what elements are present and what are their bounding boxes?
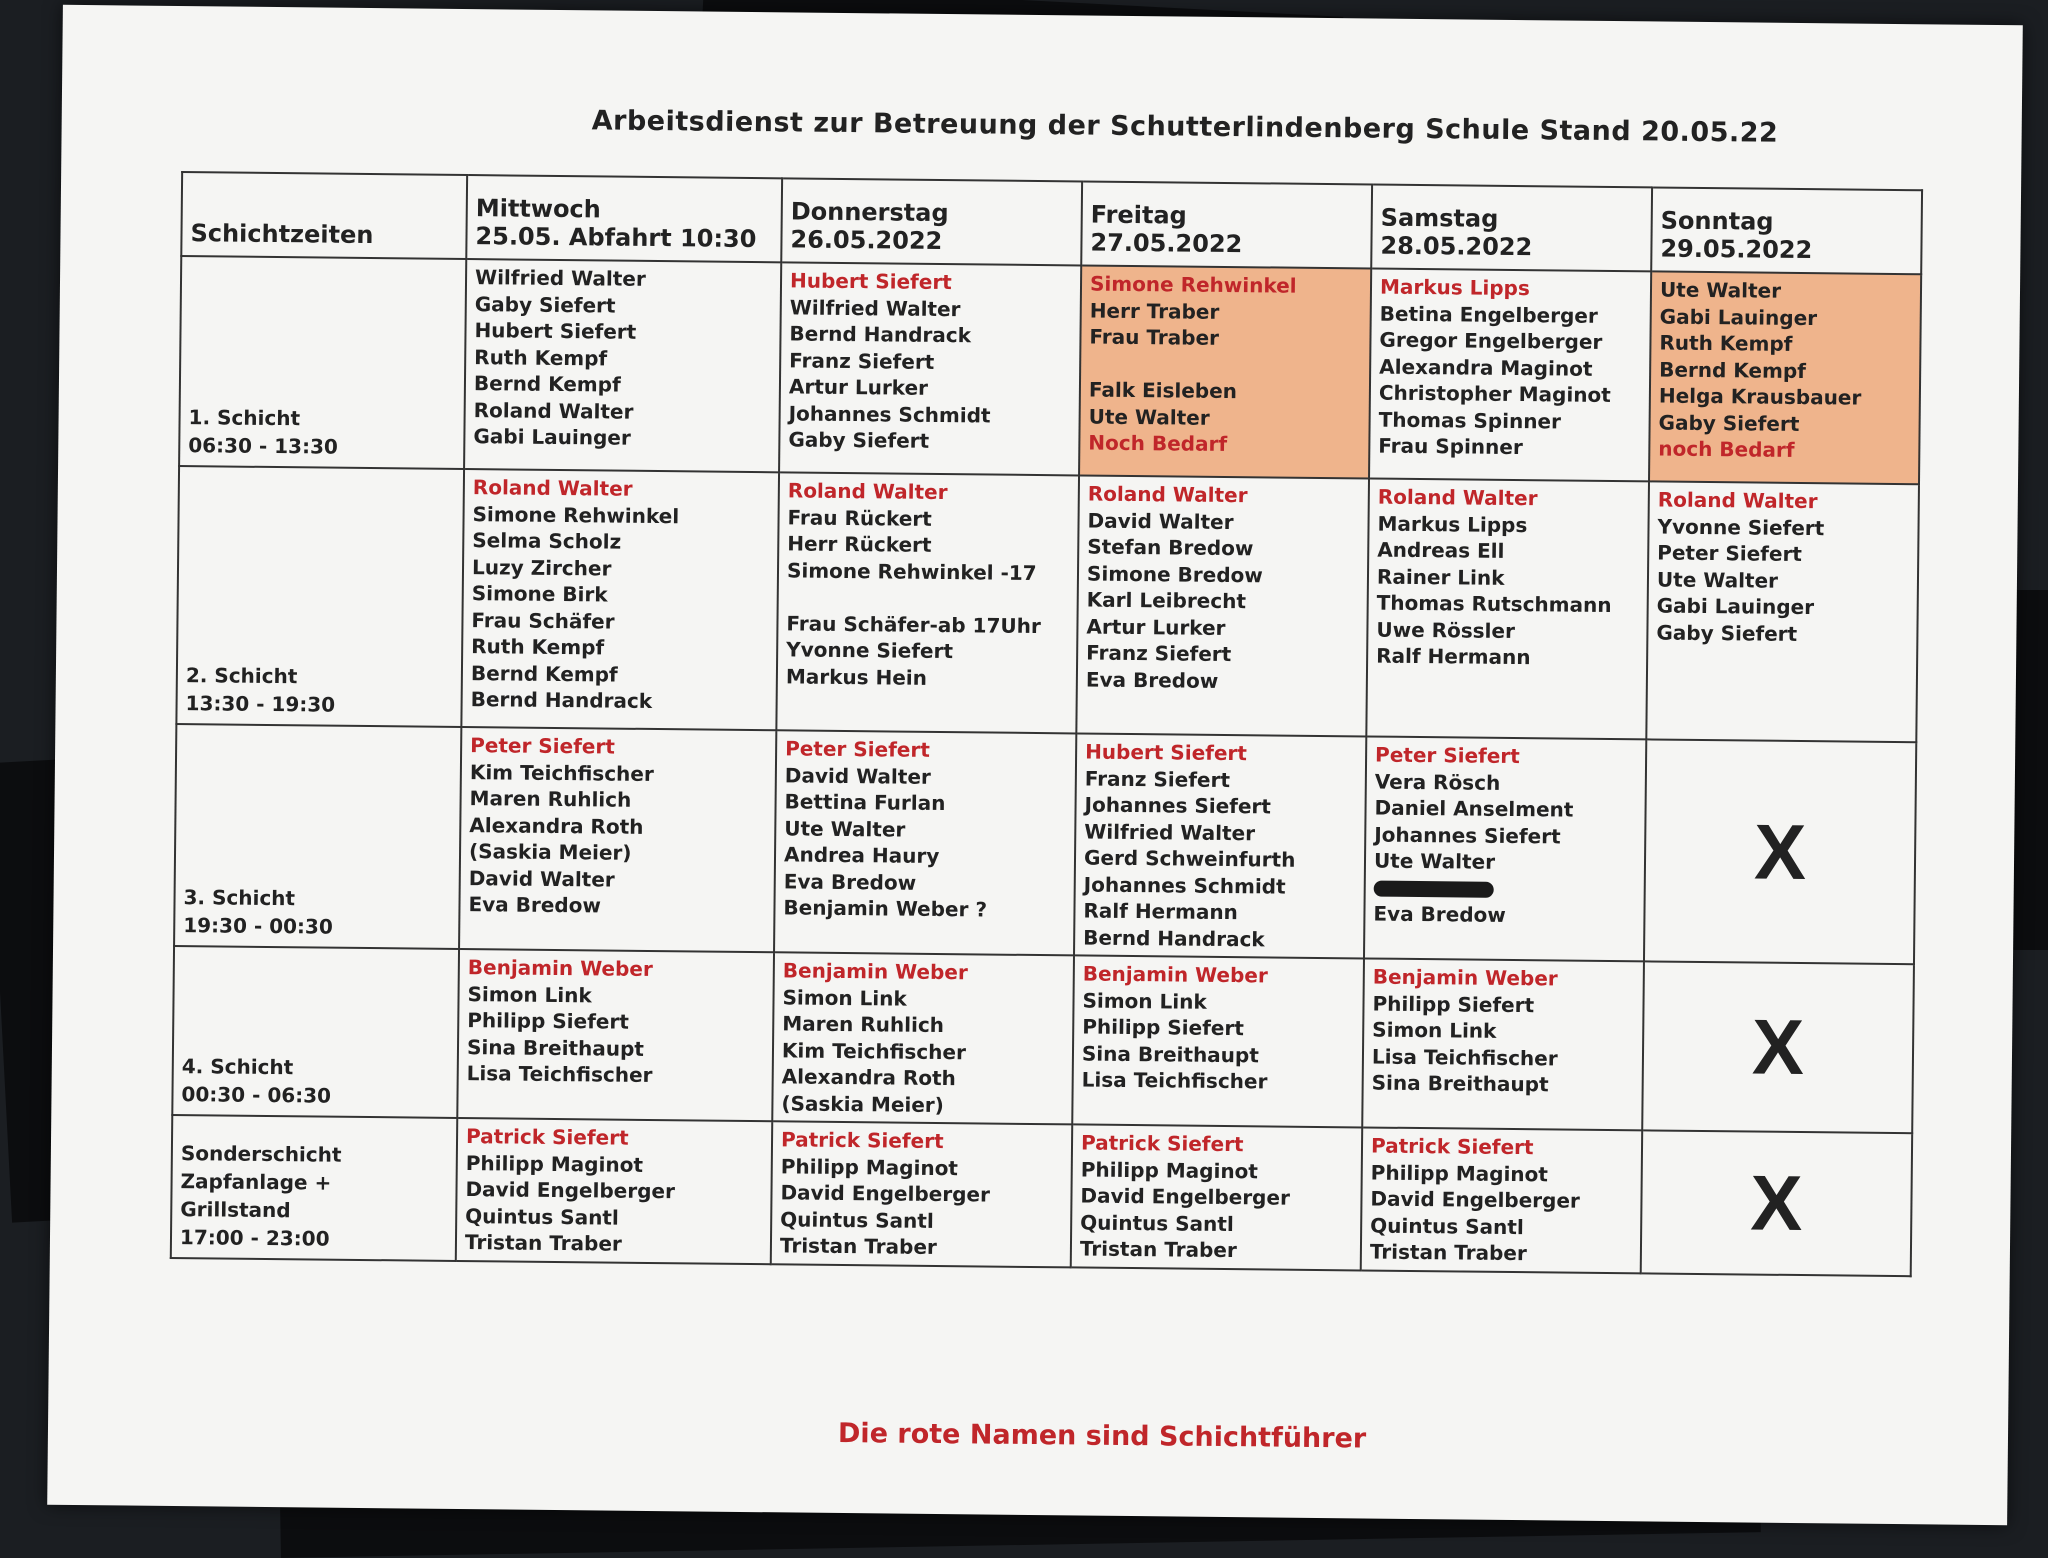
volunteer-name: (Saskia Meier) bbox=[468, 839, 632, 865]
volunteer-name: Franz Siefert bbox=[789, 347, 935, 374]
volunteer-name: Luzy Zircher bbox=[471, 554, 612, 581]
volunteer-name: Rainer Link bbox=[1376, 564, 1505, 590]
name-list bbox=[1372, 964, 1635, 1099]
volunteer-name: Frau Schäfer-ab 17Uhr bbox=[786, 610, 1041, 638]
volunteer-name: Roland Walter bbox=[473, 397, 634, 424]
shift-leader-name: Noch Bedarf bbox=[1088, 430, 1228, 456]
shift-leader-name: Patrick Siefert bbox=[465, 1124, 629, 1150]
volunteer-name: Ruth Kempf bbox=[1659, 330, 1793, 356]
volunteer-name: Franz Siefert bbox=[1086, 640, 1232, 667]
shift-leader-name: Roland Walter bbox=[1377, 484, 1538, 511]
volunteer-name: Herr Rückert bbox=[787, 531, 932, 557]
volunteer-name: Eva Bredow bbox=[783, 868, 917, 895]
volunteer-name: Johannes Schmidt bbox=[788, 400, 991, 428]
shift-cell bbox=[457, 949, 774, 1121]
volunteer-name: Philipp Siefert bbox=[1082, 1014, 1244, 1041]
volunteer-name: Markus Hein bbox=[785, 663, 928, 690]
volunteer-name: Quintus Santl bbox=[1370, 1213, 1524, 1239]
shift-table bbox=[170, 171, 1923, 1277]
volunteer-name: Bernd Kempf bbox=[473, 371, 621, 397]
name-list bbox=[1086, 481, 1360, 696]
schedule-paper bbox=[47, 5, 2023, 1525]
volunteer-name: Kim Teichfischer bbox=[469, 759, 654, 786]
shift-label-line: 1. Schicht bbox=[188, 405, 301, 431]
redacted-name bbox=[1374, 874, 1636, 903]
volunteer-name: Philipp Maginot bbox=[1370, 1160, 1549, 1186]
volunteer-name: Simone Rehwinkel bbox=[472, 501, 680, 528]
volunteer-name: Simone Birk bbox=[471, 581, 608, 607]
shift-cell bbox=[464, 259, 781, 472]
volunteer-name: Eva Bredow bbox=[1373, 901, 1506, 927]
volunteer-name: Falk Eisleben bbox=[1088, 377, 1238, 404]
shift-label-line: 19:30 - 00:30 bbox=[183, 913, 333, 939]
name-list bbox=[788, 267, 1072, 455]
header-day: Freitag 27.05.2022 bbox=[1081, 181, 1372, 268]
shift-leader-name: Roland Walter bbox=[787, 478, 948, 505]
shift-cell bbox=[1369, 268, 1651, 481]
volunteer-name: Ute Walter bbox=[1659, 277, 1782, 303]
volunteer-name: Tristan Traber bbox=[779, 1233, 937, 1259]
shift-label bbox=[174, 724, 461, 949]
shift-cell bbox=[461, 469, 779, 730]
shift-cell bbox=[772, 952, 1074, 1124]
volunteer-name: Tristan Traber bbox=[1369, 1239, 1527, 1266]
no-shift-cross: X bbox=[1641, 1130, 1912, 1275]
shift-label bbox=[171, 1115, 457, 1260]
volunteer-name: Simon Link bbox=[782, 984, 907, 1011]
shift-cell bbox=[1649, 271, 1921, 484]
volunteer-name: Selma Scholz bbox=[472, 528, 622, 554]
volunteer-name: Daniel Anselment bbox=[1374, 795, 1574, 822]
shift-cell bbox=[456, 1118, 772, 1264]
shift-row bbox=[171, 1115, 1912, 1276]
volunteer-name: Frau Rückert bbox=[787, 504, 932, 531]
shift-label bbox=[176, 466, 464, 727]
volunteer-name: David Engelberger bbox=[465, 1177, 676, 1204]
volunteer-name: Stefan Bredow bbox=[1087, 534, 1254, 561]
volunteer-name: Johannes Siefert bbox=[1084, 792, 1272, 819]
shift-label-line: 4. Schicht bbox=[181, 1054, 294, 1080]
shift-row bbox=[179, 256, 1921, 484]
volunteer-name: Simone Bredow bbox=[1086, 561, 1263, 587]
shift-label-line: 06:30 - 13:30 bbox=[188, 433, 338, 459]
volunteer-name: Peter Siefert bbox=[1657, 540, 1803, 567]
volunteer-name: Ute Walter bbox=[1088, 404, 1210, 430]
volunteer-name: David Walter bbox=[784, 762, 931, 789]
volunteer-name: Bernd Kempf bbox=[470, 660, 618, 687]
volunteer-name: Vera Rösch bbox=[1374, 769, 1501, 795]
volunteer-name: Artur Lurker bbox=[788, 374, 929, 400]
name-list bbox=[1080, 1130, 1353, 1265]
volunteer-name: Quintus Santl bbox=[465, 1203, 619, 1230]
volunteer-name: Yvonne Siefert bbox=[786, 637, 954, 664]
name-list bbox=[465, 1123, 763, 1259]
volunteer-name: David Walter bbox=[1087, 508, 1234, 534]
shift-row bbox=[174, 724, 1916, 964]
shift-cell bbox=[1366, 478, 1649, 739]
volunteer-name: Sina Breithaupt bbox=[466, 1034, 645, 1061]
volunteer-name: Lisa Teichfischer bbox=[466, 1061, 653, 1088]
volunteer-name: Simone Rehwinkel -17 bbox=[786, 557, 1037, 585]
header-day: Donnerstag 26.05.2022 bbox=[781, 178, 1082, 265]
volunteer-name: Sina Breithaupt bbox=[1081, 1041, 1260, 1067]
shift-leader-name: Benjamin Weber bbox=[782, 958, 968, 985]
volunteer-name: Johannes Schmidt bbox=[1083, 872, 1286, 899]
volunteer-name: Ralf Hermann bbox=[1083, 898, 1239, 925]
volunteer-name: David Engelberger bbox=[1080, 1183, 1291, 1210]
redaction-mark bbox=[1374, 881, 1494, 898]
shift-leader-name: Roland Walter bbox=[1657, 487, 1818, 514]
volunteer-name: Kim Teichfischer bbox=[781, 1037, 967, 1064]
volunteer-name: Johannes Siefert bbox=[1374, 822, 1561, 849]
volunteer-name: Gaby Siefert bbox=[788, 427, 930, 453]
volunteer-name: Philipp Siefert bbox=[467, 1008, 629, 1034]
header-day: Sonntag 29.05.2022 bbox=[1651, 187, 1922, 274]
volunteer-name: Bernd Kempf bbox=[1659, 357, 1807, 383]
shift-cell bbox=[459, 727, 776, 952]
volunteer-name: Gerd Schweinfurth bbox=[1083, 845, 1296, 872]
page-title: Arbeitsdienst zur Betreuung der Schutterlindenberg Schule Stand 20.05.22 bbox=[591, 105, 1779, 149]
volunteer-name: Maren Ruhlich bbox=[469, 786, 632, 812]
volunteer-name: Philipp Maginot bbox=[465, 1150, 644, 1177]
name-list bbox=[1088, 271, 1362, 459]
shift-leader-name: Patrick Siefert bbox=[1370, 1133, 1534, 1160]
volunteer-name: (Saskia Meier) bbox=[781, 1090, 945, 1117]
volunteer-name: Simon Link bbox=[1372, 1017, 1497, 1043]
volunteer-name: Andreas Ell bbox=[1377, 537, 1505, 563]
volunteer-name: Tristan Traber bbox=[464, 1230, 622, 1256]
volunteer-name: Frau Schäfer bbox=[471, 607, 615, 634]
shift-cell bbox=[1076, 475, 1369, 736]
no-shift-cross: X bbox=[1642, 961, 1914, 1133]
volunteer-name: Gaby Siefert bbox=[474, 291, 616, 318]
shift-leader-name: noch Bedarf bbox=[1658, 436, 1795, 462]
volunteer-name: Wilfried Walter bbox=[474, 265, 646, 291]
shift-leader-name: Roland Walter bbox=[472, 475, 633, 501]
name-list bbox=[1378, 274, 1642, 462]
volunteer-name: Herr Traber bbox=[1089, 298, 1220, 324]
volunteer-name: Alexandra Maginot bbox=[1379, 354, 1593, 381]
volunteer-name: Sina Breithaupt bbox=[1371, 1070, 1549, 1097]
volunteer-name: Hubert Siefert bbox=[474, 318, 637, 344]
volunteer-name: Benjamin Weber ? bbox=[783, 895, 988, 922]
shift-leader-name: Patrick Siefert bbox=[1080, 1130, 1244, 1157]
shift-cell bbox=[1364, 736, 1646, 961]
volunteer-name: Bernd Handrack bbox=[470, 687, 653, 713]
volunteer-name: Simon Link bbox=[1082, 988, 1207, 1014]
legend-note: Die rote Namen sind Schichtführer bbox=[837, 1417, 1367, 1455]
volunteer-name: Lisa Teichfischer bbox=[1371, 1044, 1558, 1070]
shift-label-line: 00:30 - 06:30 bbox=[181, 1082, 332, 1108]
volunteer-name: Christopher Maginot bbox=[1378, 380, 1611, 408]
volunteer-name: Yvonne Siefert bbox=[1657, 514, 1825, 540]
volunteer-name: Philipp Maginot bbox=[780, 1153, 959, 1180]
volunteer-name: Wilfried Walter bbox=[789, 294, 961, 321]
volunteer-name: David Walter bbox=[468, 865, 615, 892]
volunteer-name: Bernd Handrack bbox=[1083, 925, 1265, 951]
volunteer-name: Gabi Lauinger bbox=[473, 424, 631, 450]
name-list bbox=[780, 1126, 1063, 1261]
shift-leader-name: Hubert Siefert bbox=[789, 268, 952, 295]
volunteer-name: Gabi Lauinger bbox=[1659, 304, 1818, 330]
volunteer-name: Ruth Kempf bbox=[474, 344, 608, 370]
volunteer-name: David Engelberger bbox=[780, 1180, 991, 1207]
volunteer-name: Quintus Santl bbox=[1080, 1209, 1234, 1236]
volunteer-name: Alexandra Roth bbox=[469, 812, 644, 839]
shift-cell bbox=[771, 1121, 1072, 1267]
shift-leader-name: Markus Lipps bbox=[1379, 274, 1530, 301]
name-list bbox=[1083, 739, 1357, 954]
shift-label-line: Zapfanlage + Grillstand bbox=[180, 1168, 332, 1222]
shift-leader-name: Benjamin Weber bbox=[467, 955, 653, 982]
volunteer-name: Quintus Santl bbox=[780, 1206, 934, 1233]
volunteer-name: Ute Walter bbox=[1373, 848, 1496, 874]
shift-cell bbox=[779, 262, 1081, 475]
volunteer-name: Philipp Siefert bbox=[1372, 991, 1535, 1017]
volunteer-name: Thomas Spinner bbox=[1378, 407, 1562, 433]
volunteer-name bbox=[787, 583, 1069, 612]
name-list bbox=[786, 477, 1070, 692]
shift-cell bbox=[1362, 958, 1644, 1130]
volunteer-name: Gaby Siefert bbox=[1658, 410, 1800, 436]
volunteer-name: Alexandra Roth bbox=[781, 1064, 956, 1091]
no-shift-cross: X bbox=[1644, 739, 1916, 964]
volunteer-name bbox=[1089, 350, 1361, 379]
shift-label-line: 13:30 - 19:30 bbox=[185, 691, 336, 717]
header-shift-times: Schichtzeiten bbox=[181, 172, 467, 259]
volunteer-name: Eva Bredow bbox=[468, 892, 602, 918]
shift-label bbox=[172, 946, 459, 1118]
volunteer-name: Gaby Siefert bbox=[1656, 620, 1798, 646]
shift-cell bbox=[774, 730, 1076, 955]
name-list bbox=[1376, 484, 1640, 672]
shift-cell bbox=[1646, 481, 1919, 742]
volunteer-name: Artur Lurker bbox=[1086, 614, 1226, 640]
shift-row bbox=[176, 466, 1919, 742]
name-list bbox=[1373, 742, 1637, 930]
name-list bbox=[1656, 487, 1910, 649]
shift-label-line: Sonderschicht bbox=[180, 1140, 342, 1167]
volunteer-name: Wilfried Walter bbox=[1084, 819, 1256, 845]
volunteer-name: Karl Leibrecht bbox=[1086, 587, 1247, 614]
volunteer-name: Tristan Traber bbox=[1079, 1236, 1237, 1263]
name-list bbox=[1082, 961, 1355, 1096]
name-list bbox=[471, 474, 770, 716]
name-list bbox=[781, 957, 1065, 1119]
shift-cell bbox=[1079, 265, 1371, 478]
shift-leader-name: Patrick Siefert bbox=[780, 1127, 944, 1154]
name-list bbox=[468, 732, 767, 921]
volunteer-name: Maren Ruhlich bbox=[782, 1011, 945, 1038]
volunteer-name: Franz Siefert bbox=[1084, 766, 1231, 792]
volunteer-name: Uwe Rössler bbox=[1376, 617, 1516, 643]
volunteer-name: Philipp Maginot bbox=[1080, 1157, 1259, 1183]
shift-leader-name: Roland Walter bbox=[1087, 481, 1248, 508]
name-list bbox=[783, 735, 1067, 923]
shift-leader-name: Simone Rehwinkel bbox=[1089, 271, 1297, 298]
shift-leader-name: Peter Siefert bbox=[785, 736, 930, 762]
header-day: Samstag 28.05.2022 bbox=[1371, 184, 1652, 271]
shift-label-line: 3. Schicht bbox=[183, 885, 296, 911]
shift-leader-name: Peter Siefert bbox=[470, 733, 615, 759]
shift-leader-name: Benjamin Weber bbox=[1372, 964, 1558, 991]
volunteer-name: Bernd Handrack bbox=[789, 321, 972, 348]
name-list bbox=[1658, 277, 1912, 465]
shift-row bbox=[172, 946, 1914, 1133]
volunteer-name: Helga Krausbauer bbox=[1658, 383, 1862, 410]
shift-cell bbox=[1074, 733, 1366, 958]
volunteer-name: Gabi Lauinger bbox=[1656, 593, 1815, 620]
shift-leader-name: Benjamin Weber bbox=[1082, 961, 1268, 988]
shift-label bbox=[179, 256, 466, 469]
shift-leader-name: Peter Siefert bbox=[1375, 742, 1520, 769]
volunteer-name: Ute Walter bbox=[1656, 567, 1779, 593]
volunteer-name: Simon Link bbox=[467, 981, 592, 1007]
volunteer-name: Gregor Engelberger bbox=[1379, 327, 1603, 354]
volunteer-name: Frau Traber bbox=[1089, 324, 1220, 350]
volunteer-name: Betina Engelberger bbox=[1379, 301, 1598, 328]
header-day: Mittwoch 25.05. Abfahrt 10:30 bbox=[466, 175, 782, 262]
shift-cell bbox=[1071, 1124, 1362, 1270]
volunteer-name: Frau Spinner bbox=[1378, 433, 1523, 460]
shift-cell bbox=[776, 472, 1079, 733]
volunteer-name: Bettina Furlan bbox=[784, 789, 946, 816]
shift-label-line: 17:00 - 23:00 bbox=[179, 1224, 330, 1251]
volunteer-name: David Engelberger bbox=[1370, 1186, 1580, 1213]
name-list bbox=[473, 264, 772, 453]
shift-cell bbox=[1072, 955, 1364, 1127]
shift-label-line: 2. Schicht bbox=[185, 663, 298, 689]
volunteer-name: Lisa Teichfischer bbox=[1081, 1067, 1268, 1094]
shift-cell bbox=[1361, 1127, 1642, 1272]
volunteer-name: Markus Lipps bbox=[1377, 511, 1528, 537]
shift-leader-name: Hubert Siefert bbox=[1085, 739, 1248, 766]
name-list bbox=[1370, 1133, 1633, 1268]
volunteer-name: Andrea Haury bbox=[783, 842, 940, 869]
volunteer-name: Ute Walter bbox=[784, 815, 906, 842]
name-list bbox=[467, 954, 765, 1090]
volunteer-name: Ralf Hermann bbox=[1376, 643, 1531, 670]
volunteer-name: Thomas Rutschmann bbox=[1376, 590, 1612, 618]
volunteer-name: Eva Bredow bbox=[1085, 667, 1219, 693]
volunteer-name: Ruth Kempf bbox=[471, 634, 605, 660]
